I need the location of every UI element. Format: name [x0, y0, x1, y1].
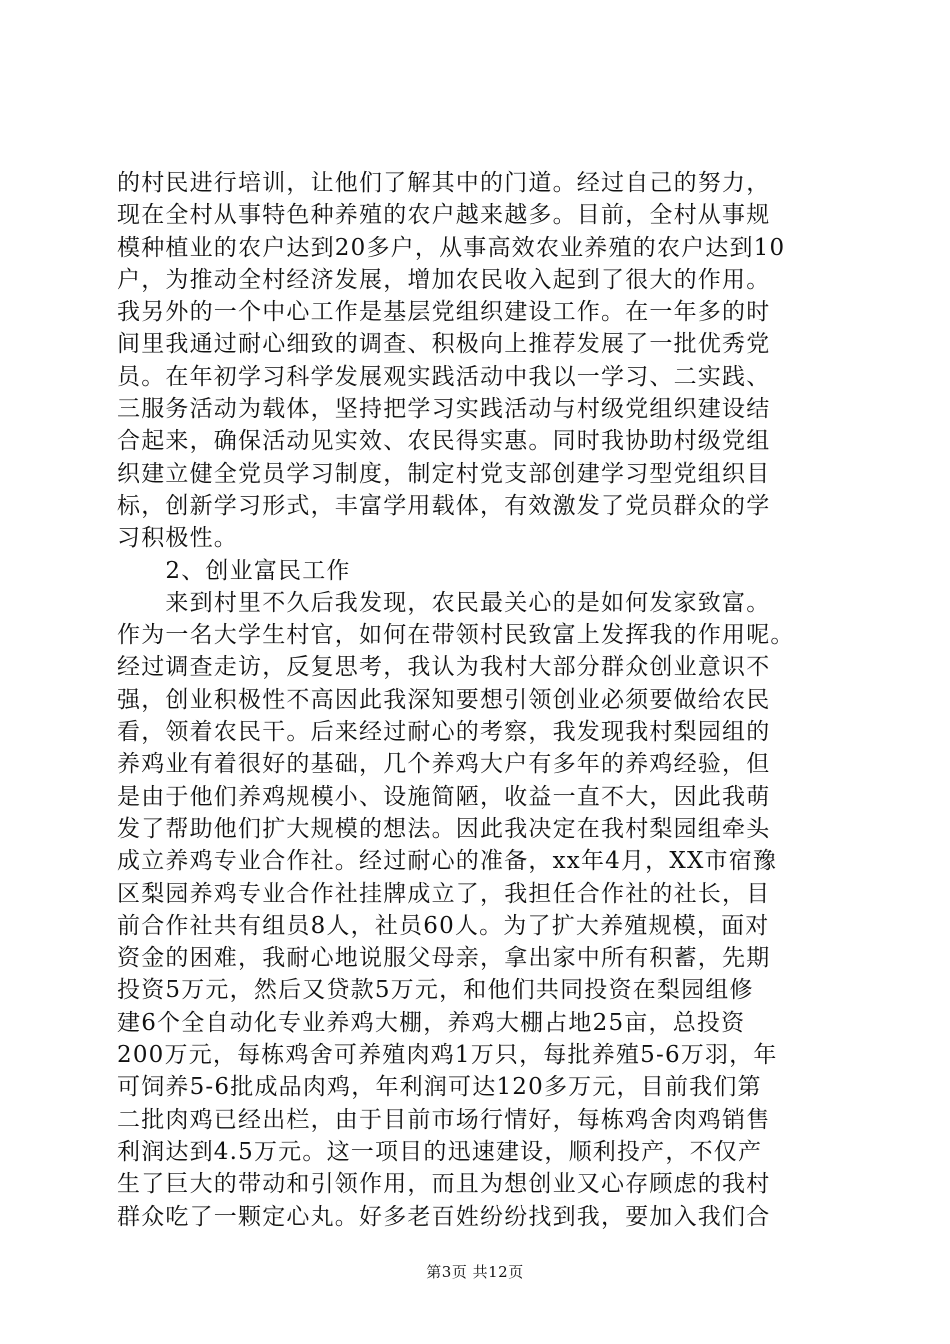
text-line: 标，创新学习形式，丰富学用载体，有效激发了党员群众的学	[117, 492, 771, 519]
text-line: 习积极性。	[117, 525, 238, 552]
text-line: 成立养鸡专业合作社。经过耐心的准备，xx年4月，XX市宿豫	[117, 848, 778, 875]
text-line: 作为一名大学生村官，如何在带领村民致富上发挥我的作用呢。	[117, 622, 795, 649]
text-line: 看，领着农民干。后来经过耐心的考察，我发现我村梨园组的	[117, 719, 771, 746]
text-line: 投资5万元，然后又贷款5万元，和他们共同投资在梨园组修	[117, 977, 754, 1004]
text-line: 利润达到4.5万元。这一项目的迅速建设，顺利投产，不仅产	[117, 1138, 763, 1165]
text-line: 强，创业积极性不高因此我深知要想引领创业必须要做给农民	[117, 686, 771, 713]
page-number-footer: 第3页 共12页	[426, 1263, 524, 1281]
text-line: 二批肉鸡已经出栏，由于目前市场行情好，每栋鸡舍肉鸡销售	[117, 1106, 771, 1133]
text-line: 来到村里不久后我发现，农民最关心的是如何发家致富。	[117, 589, 771, 616]
text-line: 经过调查走访，反复思考，我认为我村大部分群众创业意识不	[117, 654, 771, 681]
text-line: 合起来，确保活动见实效、农民得实惠。同时我协助村级党组	[117, 428, 771, 455]
text-line: 是由于他们养鸡规模小、设施简陋，收益一直不大，因此我萌	[117, 783, 771, 810]
text-line: 间里我通过耐心细致的调查、积极向上推荐发展了一批优秀党	[117, 331, 771, 358]
text-line: 现在全村从事特色种养殖的农户越来越多。目前，全村从事规	[117, 202, 771, 229]
text-line: 我另外的一个中心工作是基层党组织建设工作。在一年多的时	[117, 299, 771, 326]
text-line: 群众吃了一颗定心丸。好多老百姓纷纷找到我，要加入我们合	[117, 1203, 771, 1230]
text-line: 前合作社共有组员8人，社员60人。为了扩大养殖规模，面对	[117, 912, 770, 939]
text-line: 员。在年初学习科学发展观实践活动中我以一学习、二实践、	[117, 363, 771, 390]
text-line: 生了巨大的带动和引领作用，而且为想创业又心存顾虑的我村	[117, 1171, 771, 1198]
section-heading: 2、创业富民工作	[117, 557, 351, 584]
text-line: 户，为推动全村经济发展，增加农民收入起到了很大的作用。	[117, 266, 771, 293]
text-line: 可饲养5-6批成品肉鸡，年利润可达120多万元，目前我们第	[117, 1074, 762, 1101]
text-line: 三服务活动为载体，坚持把学习实践活动与村级党组织建设结	[117, 396, 771, 423]
text-line: 模种植业的农户达到20多户，从事高效农业养殖的农户达到10	[117, 234, 786, 261]
text-line: 养鸡业有着很好的基础，几个养鸡大户有多年的养鸡经验，但	[117, 751, 771, 778]
text-line: 200万元，每栋鸡舍可养殖肉鸡1万只，每批养殖5-6万羽，年	[117, 1042, 778, 1069]
text-line: 织建立健全党员学习制度，制定村党支部创建学习型党组织目	[117, 460, 771, 487]
text-line: 发了帮助他们扩大规模的想法。因此我决定在我村梨园组牵头	[117, 815, 771, 842]
text-line: 的村民进行培训，让他们了解其中的门道。经过自己的努力，	[117, 170, 771, 196]
text-line: 建6个全自动化专业养鸡大棚，养鸡大棚占地25亩，总投资	[117, 1009, 746, 1036]
text-line: 资金的困难，我耐心地说服父母亲，拿出家中所有积蓄，先期	[117, 945, 771, 972]
text-line: 区梨园养鸡专业合作社挂牌成立了，我担任合作社的社长，目	[117, 880, 771, 907]
document-body	[117, 167, 837, 1233]
